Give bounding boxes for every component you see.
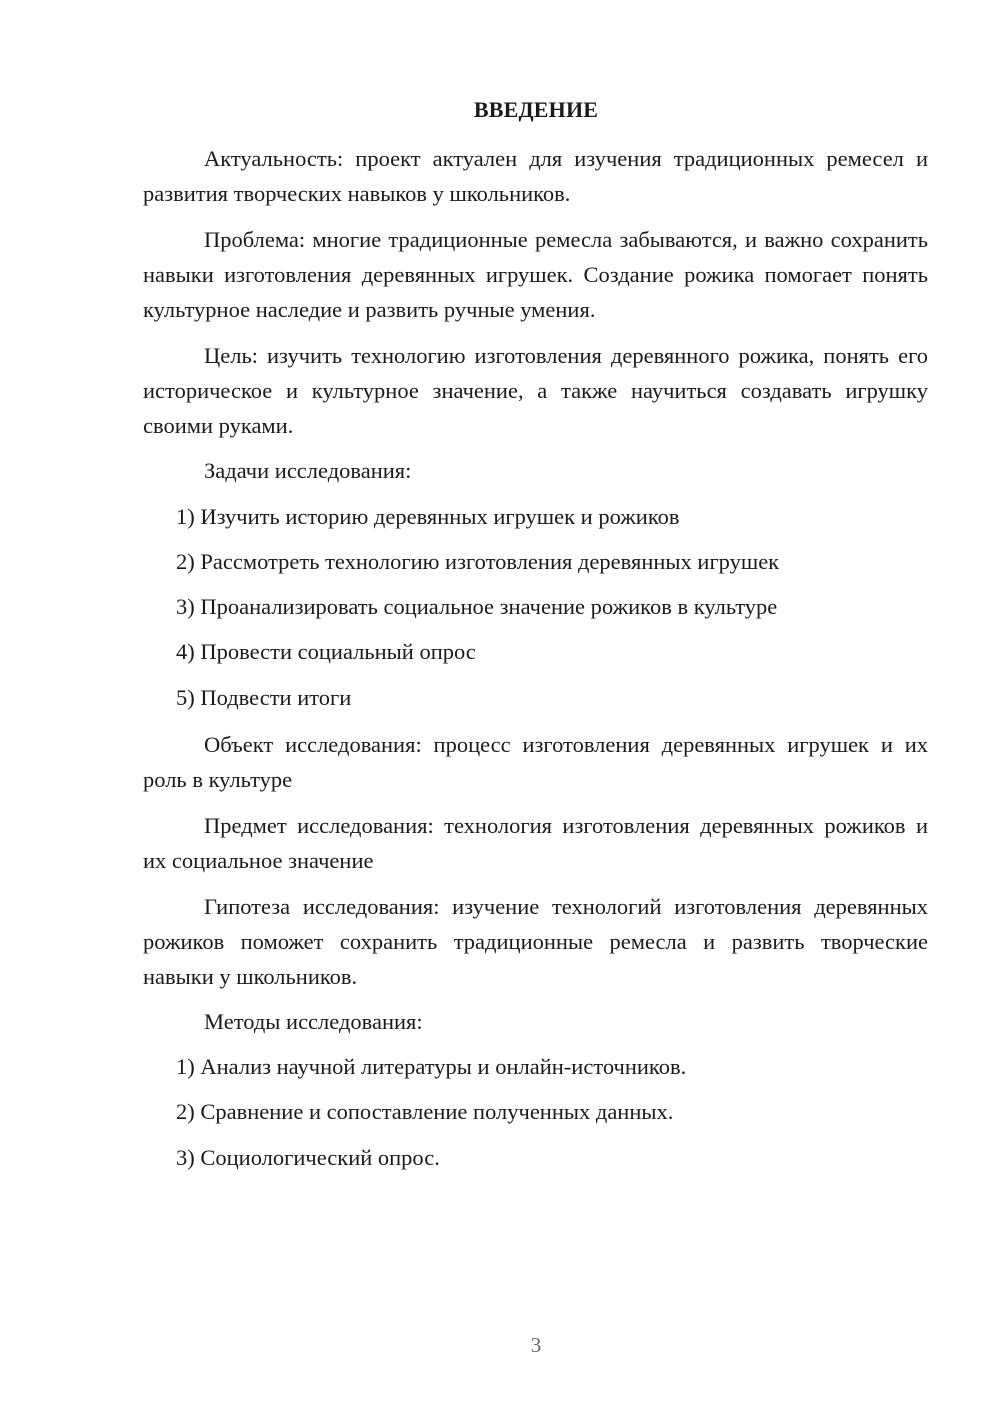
page-number: 3 xyxy=(530,1333,542,1357)
method-item: 3) Социологический опрос. xyxy=(176,1145,440,1170)
hypothesis-paragraph: Гипотеза исследования: изучение технологий изготовления деревянных рожиков поможет сохранить традиционные ремесла и развить творческие навыки у школьников. xyxy=(143,894,928,989)
task-item: 5) Подвести итоги xyxy=(176,685,352,710)
method-item: 2) Сравнение и сопоставление полученных данных. xyxy=(176,1099,674,1124)
problem-paragraph: Проблема: многие традиционные ремесла забываются, и важно сохранить навыки изготовления деревянных игрушек. Создание рожика помогает понять культурное наследие и развить ручные умения. xyxy=(143,227,928,322)
task-item: 4) Провести социальный опрос xyxy=(176,639,476,664)
task-item: 3) Проанализировать социальное значение рожиков в культуре xyxy=(176,594,778,619)
object-paragraph: Объект исследования: процесс изготовления деревянных игрушек и их роль в культуре xyxy=(143,732,928,792)
tasks-heading: Задачи исследования: xyxy=(204,458,412,483)
relevance-paragraph: Актуальность: проект актуален для изучения традиционных ремесел и развития творческих навыков у школьников. xyxy=(143,146,928,206)
method-item: 1) Анализ научной литературы и онлайн-источников. xyxy=(176,1054,687,1079)
subject-paragraph: Предмет исследования: технология изготовления деревянных рожиков и их социальное значение xyxy=(143,813,928,873)
methods-heading: Методы исследования: xyxy=(204,1009,423,1034)
task-item: 1) Изучить историю деревянных игрушек и рожиков xyxy=(176,504,680,529)
section-heading: ВВЕДЕНИЕ xyxy=(473,97,599,122)
goal-paragraph: Цель: изучить технологию изготовления деревянного рожика, понять его историческое и культурное значение, а также научиться создавать игрушку своими руками. xyxy=(143,343,928,438)
task-item: 2) Рассмотреть технологию изготовления деревянных игрушек xyxy=(176,549,780,574)
